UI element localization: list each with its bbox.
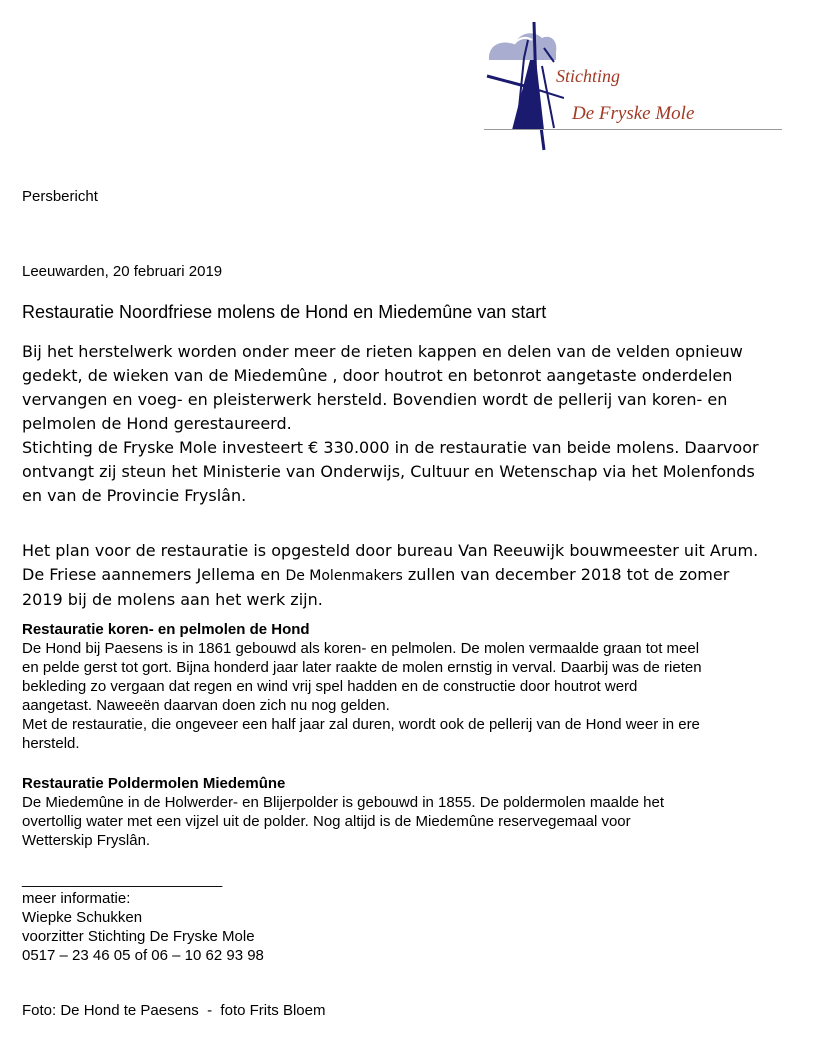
contact-name: Wiepke Schukken <box>22 909 143 926</box>
contact-block <box>22 870 622 965</box>
windmill-icon <box>484 18 564 154</box>
intro-line: ontvangt zij steun het Ministerie van Onderwijs, Cultuur en Wetenschap via het Molenfonds <box>22 462 755 481</box>
section-miedemune <box>22 774 812 850</box>
intro-line: gedekt, de wieken van de Miedemûne , door houtrot en betonrot aangetaste onderdelen <box>22 366 733 385</box>
section-line: De Miedemûne in de Holwerder- en Blijerpolder is gebouwd in 1855. De poldermolen maalde het <box>22 794 665 811</box>
section-line: en pelde gerst tot gort. Bijna honderd jaar later raakte de molen ernstig in verval. Daarbij was de rieten <box>22 659 702 676</box>
intro-line: Stichting de Fryske Mole investeert € 330.000 in de restauratie van beide molens. Daarvoor <box>22 438 759 457</box>
intro-line: pelmolen de Hond gerestaureerd. <box>22 414 292 433</box>
logo-text-name: De Fryske Mole <box>572 103 695 124</box>
logo-divider <box>484 129 782 130</box>
dateline: Leeuwarden, 20 februari 2019 <box>22 263 223 280</box>
intro-line: vervangen en voeg- en pleisterwerk hersteld. Bovendien wordt de pellerij van koren- en <box>22 390 728 409</box>
section-line: bekleding zo vergaan dat regen en wind vrij spel hadden en de constructie door houtrot werd <box>22 678 638 695</box>
plan-paragraph <box>22 539 812 612</box>
document-type-label: Persbericht <box>22 188 98 205</box>
plan-line-part: zullen van december 2018 tot de zomer <box>402 565 730 584</box>
plan-line <box>22 563 812 588</box>
photo-caption: Foto: De Hond te Paesens - foto Frits Bloem <box>22 1002 326 1019</box>
company-name: De Molenmakers <box>285 568 403 584</box>
plan-line: 2019 bij de molens aan het werk zijn. <box>22 590 323 609</box>
page-title: Restauratie Noordfriese molens de Hond en Miedemûne van start <box>22 302 547 322</box>
plan-line-part: De Friese aannemers Jellema en <box>22 565 286 584</box>
section-line: Wetterskip Fryslân. <box>22 832 151 849</box>
section-line: overtollig water met een vijzel uit de polder. Nog altijd is de Miedemûne reservegemaal voor <box>22 813 631 830</box>
plan-line: Het plan voor de restauratie is opgesteld door bureau Van Reeuwijk bouwmeester uit Arum. <box>22 541 759 560</box>
section-heading: Restauratie Poldermolen Miedemûne <box>22 775 286 792</box>
intro-paragraph <box>22 340 812 508</box>
section-line: De Hond bij Paesens is in 1861 gebouwd als koren- en pelmolen. De molen vermaalde graan tot meel <box>22 640 700 657</box>
section-heading: Restauratie koren- en pelmolen de Hond <box>22 621 310 638</box>
intro-line: en van de Provincie Fryslân. <box>22 486 247 505</box>
logo-text-stichting: Stichting <box>556 66 620 86</box>
contact-role: voorzitter Stichting De Fryske Mole <box>22 928 255 945</box>
logo <box>484 18 784 154</box>
section-line: hersteld. <box>22 735 80 752</box>
contact-phone: 0517 – 23 46 05 of 06 – 10 62 93 98 <box>22 947 264 964</box>
contact-rule: ________________________ <box>22 871 223 888</box>
contact-line: meer informatie: <box>22 890 131 907</box>
section-line: aangetast. Naweeën daarvan doen zich nu nog gelden. <box>22 697 390 714</box>
intro-line: Bij het herstelwerk worden onder meer de rieten kappen en delen van de velden opnieuw <box>22 342 743 361</box>
section-line: Met de restauratie, die ongeveer een half jaar zal duren, wordt ook de pellerij van de Hond weer in ere <box>22 716 700 733</box>
section-hond <box>22 620 812 753</box>
